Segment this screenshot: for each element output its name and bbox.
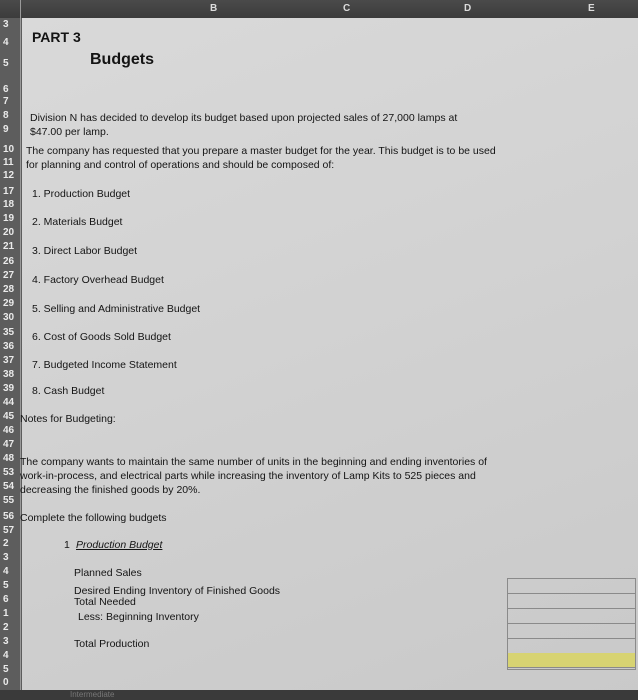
row-number[interactable]: 53 <box>3 467 15 478</box>
blank-cell[interactable] <box>508 639 635 654</box>
column-e-header[interactable]: E <box>588 3 595 14</box>
production-budget-number: 1 <box>64 539 70 551</box>
intro-line-4: for planning and control of operations and should be composed of: <box>26 159 335 171</box>
row-number[interactable]: 4 <box>3 37 9 48</box>
part-title: PART 3 <box>32 29 81 45</box>
row-number[interactable]: 38 <box>3 369 15 380</box>
budget-list-item: 5. Selling and Administrative Budget <box>32 303 201 315</box>
row-number[interactable]: 20 <box>3 227 15 238</box>
planned-sales-cell[interactable] <box>508 579 635 594</box>
row-number[interactable]: 30 <box>3 312 15 323</box>
notes-line-3: decreasing the finished goods by 20%. <box>20 484 201 496</box>
row-number[interactable]: 19 <box>3 213 15 224</box>
intro-line-3: The company has requested that you prepare a master budget for the year. This budget is to be used <box>26 145 496 157</box>
budget-list-item: 3. Direct Labor Budget <box>32 245 138 257</box>
row-number[interactable]: 55 <box>3 495 15 506</box>
row-number[interactable]: 46 <box>3 425 15 436</box>
row-number[interactable]: 11 <box>3 157 14 168</box>
notes-line-2: work-in-process, and electrical parts while increasing the inventory of Lamp Kits to 525 pieces and <box>20 470 476 482</box>
row-number[interactable]: 37 <box>3 355 15 366</box>
row-number[interactable]: 7 <box>3 96 9 107</box>
budget-list-item: 2. Materials Budget <box>32 216 123 228</box>
row-number[interactable]: 28 <box>3 284 15 295</box>
beginning-inventory-label: Less: Beginning Inventory <box>78 611 199 623</box>
row-number[interactable]: 26 <box>3 256 15 267</box>
row-number[interactable]: 21 <box>3 241 15 252</box>
total-production-cell[interactable] <box>508 653 635 668</box>
row-number[interactable]: 39 <box>3 383 15 394</box>
planned-sales-label: Planned Sales <box>74 567 142 579</box>
desired-ending-inventory-cell[interactable] <box>508 594 635 609</box>
row-number[interactable]: 45 <box>3 411 15 422</box>
row-number[interactable]: 5 <box>3 580 9 591</box>
intro-line-1: Division N has decided to develop its budget based upon projected sales of 27,000 lamps at <box>30 112 458 124</box>
intro-line-2: $47.00 per lamp. <box>30 126 109 138</box>
row-number[interactable]: 1 <box>3 608 9 619</box>
column-d-header[interactable]: D <box>464 3 472 14</box>
column-b-header[interactable]: B <box>210 3 218 14</box>
row-number[interactable]: 4 <box>3 650 9 661</box>
row-number[interactable]: 5 <box>3 58 9 69</box>
row-number[interactable]: 44 <box>3 397 15 408</box>
row-number[interactable]: 54 <box>3 481 15 492</box>
gutter-divider <box>20 0 21 700</box>
row-number[interactable]: 3 <box>3 636 9 647</box>
column-header <box>0 0 638 18</box>
row-number[interactable]: 57 <box>3 525 15 536</box>
row-number[interactable]: 4 <box>3 566 9 577</box>
desired-ending-inventory-label: Desired Ending Inventory of Finished Goods <box>74 585 281 597</box>
production-input-grid <box>507 578 636 670</box>
sheet-tab-label[interactable]: Intermediate <box>70 690 115 699</box>
row-number[interactable]: 18 <box>3 199 15 210</box>
budget-list-item: 7. Budgeted Income Statement <box>32 359 177 371</box>
notes-line-1: The company wants to maintain the same number of units in the beginning and ending inventories of <box>20 456 487 468</box>
row-number[interactable]: 48 <box>3 453 15 464</box>
budget-list-item: 1. Production Budget <box>32 188 131 200</box>
budget-list-item: 6. Cost of Goods Sold Budget <box>32 331 171 343</box>
row-number[interactable]: 29 <box>3 298 15 309</box>
row-number[interactable]: 56 <box>3 511 15 522</box>
row-number[interactable]: 35 <box>3 327 15 338</box>
row-number[interactable]: 36 <box>3 341 15 352</box>
row-number[interactable]: 2 <box>3 622 9 633</box>
row-number[interactable]: 3 <box>3 552 9 563</box>
notes-heading: Notes for Budgeting: <box>20 413 116 425</box>
row-number[interactable]: 5 <box>3 664 9 675</box>
total-needed-cell[interactable] <box>508 609 635 624</box>
row-number[interactable]: 8 <box>3 110 9 121</box>
row-number[interactable]: 3 <box>3 19 9 30</box>
beginning-inventory-cell[interactable] <box>508 624 635 639</box>
row-number[interactable]: 9 <box>3 124 9 135</box>
row-number[interactable]: 6 <box>3 84 9 95</box>
row-number[interactable]: 17 <box>3 186 15 197</box>
budget-list-item: 4. Factory Overhead Budget <box>32 274 164 286</box>
row-number[interactable]: 47 <box>3 439 15 450</box>
total-needed-label: Total Needed <box>74 596 136 608</box>
complete-instruction: Complete the following budgets <box>20 512 167 524</box>
row-number[interactable]: 2 <box>3 538 9 549</box>
row-number[interactable]: 10 <box>3 144 15 155</box>
page-title: Budgets <box>90 51 154 68</box>
row-number[interactable]: 27 <box>3 270 15 281</box>
total-production-label: Total Production <box>74 638 150 650</box>
production-budget-title: Production Budget <box>76 539 163 551</box>
column-c-header[interactable]: C <box>343 3 351 14</box>
row-number[interactable]: 12 <box>3 170 15 181</box>
row-number[interactable]: 0 <box>3 677 9 688</box>
budget-list-item: 8. Cash Budget <box>32 385 105 397</box>
row-number[interactable]: 6 <box>3 594 9 605</box>
